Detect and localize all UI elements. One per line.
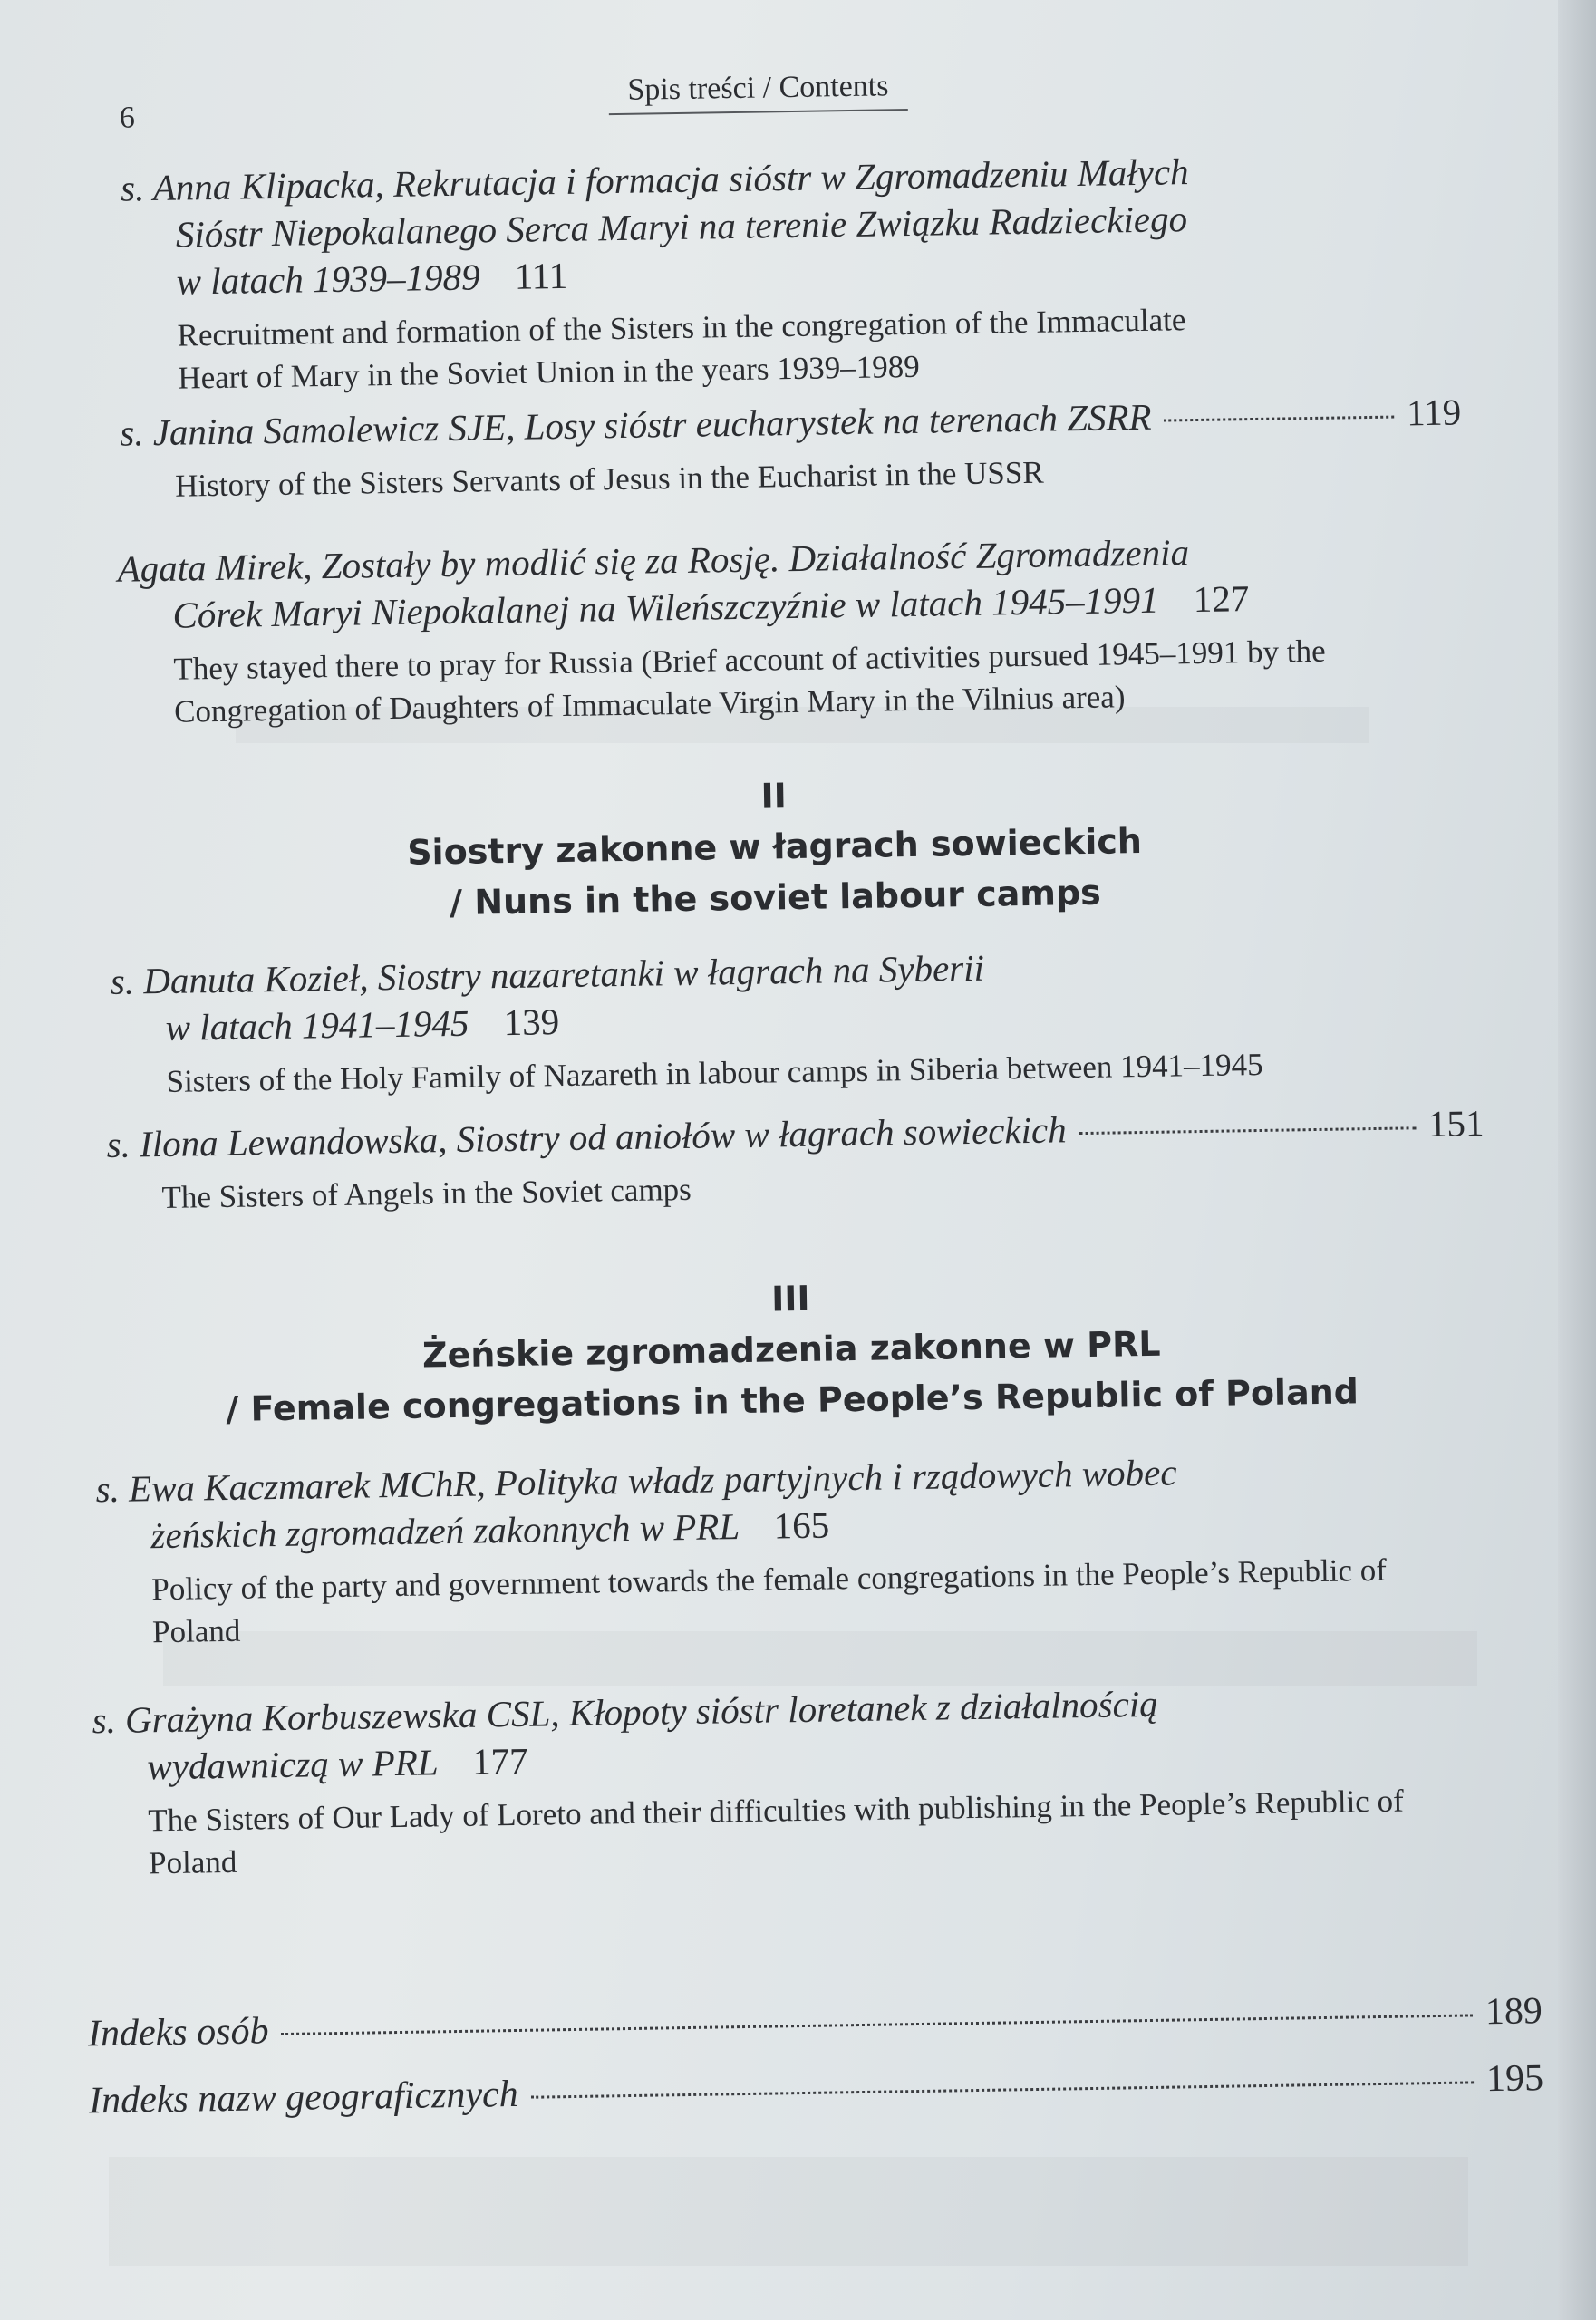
- dot-leader: [760, 1505, 761, 1550]
- section-title-pl: Siostry zakonne w łagrach sowieckich: [406, 820, 1143, 873]
- entry-pl-line: Sióstr Niepokalanego Serca Maryi na terenie Związku Radzieckiego: [175, 198, 1188, 256]
- toc-entry: [121, 144, 1456, 401]
- section-numeral: III: [770, 1278, 810, 1320]
- toc-entry: [92, 1674, 1526, 1885]
- index-page-number: 195: [1485, 2057, 1544, 2101]
- dot-leader: [1165, 416, 1395, 422]
- running-head: Spis treści / Contents: [608, 69, 908, 115]
- dot-leader: [1180, 578, 1181, 623]
- entry-pl-line: s. Ewa Kaczmarek MChR, Polityka władz partyjnych i rządowych wobec: [95, 1451, 1177, 1511]
- entry-page-number: 151: [1427, 1102, 1485, 1146]
- index-page-number: 189: [1485, 1990, 1543, 2034]
- entry-page-number: 177: [471, 1739, 528, 1783]
- dot-leader: [1079, 1126, 1416, 1135]
- entry-pl-line: w latach 1939–1989: [176, 256, 480, 303]
- entry-english-title: They stayed there to pray for Russia (Brief account of activities pursued 1945–1991 by the Congregation of Daughters of Immaculate Virgin Mary in the Vilnius area): [173, 633, 1326, 730]
- index-label: Indeks osób: [87, 2010, 269, 2055]
- dot-leader: [501, 256, 502, 300]
- entry-pl-line: w latach 1941–1945: [165, 1001, 469, 1049]
- section-title-pl: Żeńskie zgromadzenia zakonne w PRL: [421, 1323, 1161, 1376]
- dot-leader: [282, 2014, 1473, 2035]
- entry-english-title: History of the Sisters Servants of Jesus in the Eucharist in the USSR: [174, 454, 1044, 504]
- index-list: [87, 1977, 1543, 2134]
- entry-pl-line: s. Janina Samolewicz SJE, Losy sióstr eucharystek na terenach ZSRR: [119, 395, 1152, 454]
- entry-pl-line: s. Grażyna Korbuszewska CSL, Kłopoty sióstr loretanek z działalnością: [92, 1682, 1158, 1742]
- entry-pl-line: s. Ilona Lewandowska, Siostry od aniołów w łagrach sowieckich: [106, 1108, 1068, 1165]
- toc-entry: [117, 524, 1470, 733]
- index-label: Indeks nazw geograficznych: [88, 2073, 519, 2122]
- section-title-en: / Female congregations in the People’s Republic of Poland: [226, 1371, 1359, 1429]
- show-through-shadow: [163, 1631, 1477, 1686]
- toc-entry: [120, 388, 1463, 508]
- entry-page-number: 111: [514, 254, 568, 297]
- section-heading: [229, 762, 1319, 932]
- entry-page-number: 139: [503, 1000, 560, 1044]
- dot-leader: [459, 1741, 460, 1785]
- entry-english-title: Sisters of the Holy Family of Nazareth in labour camps in Siberia between 1941–1945: [166, 1046, 1263, 1099]
- toc-entry: [95, 1444, 1512, 1654]
- section-heading: [165, 1263, 1417, 1436]
- entry-english-title: The Sisters of Our Lady of Loreto and their difficulties with publishing in the People’s Republic of Poland: [148, 1783, 1404, 1881]
- entry-page-number: 165: [773, 1503, 830, 1547]
- show-through-shadow: [109, 2157, 1468, 2266]
- entry-pl-line: żeńskich zgromadzeń zakonnych w PRL: [150, 1505, 740, 1557]
- dot-leader: [531, 2081, 1474, 2098]
- toc-entry: [110, 936, 1480, 1104]
- entry-pl-line: Agata Mirek, Zostały by modlić się za Rosję. Działalność Zgromadzenia: [117, 531, 1190, 590]
- entry-english-title: Recruitment and formation of the Sisters in the congregation of the Immaculate Heart of Mary in the Soviet Union in the years 1939–1989: [177, 302, 1186, 396]
- entry-pl-line: wydawniczą w PRL: [147, 1741, 439, 1788]
- toc-entry: [106, 1099, 1485, 1220]
- entry-pl-line: s. Danuta Kozieł, Siostry nazaretanki w łagrach na Syberii: [110, 946, 985, 1002]
- entry-page-number: 119: [1406, 391, 1462, 434]
- entry-pl-line: s. Anna Klipacka, Rekrutacja i formacja sióstr w Zgromadzeniu Małych: [120, 150, 1189, 209]
- dot-leader: [490, 1001, 491, 1046]
- entry-pl-line: Córek Maryi Niepokalanej na Wileńszczyźnie w latach 1945–1991: [172, 578, 1159, 636]
- show-through-shadow: [236, 707, 1369, 743]
- section-numeral: II: [760, 776, 788, 817]
- entry-english-title: The Sisters of Angels in the Soviet camps: [161, 1171, 692, 1216]
- entry-english-title: Policy of the party and government towards the female congregations in the People’s Republic of Poland: [151, 1552, 1388, 1650]
- page-number: 6: [119, 101, 136, 135]
- entry-page-number: 127: [1193, 577, 1250, 621]
- section-title-en: / Nuns in the soviet labour camps: [449, 872, 1102, 923]
